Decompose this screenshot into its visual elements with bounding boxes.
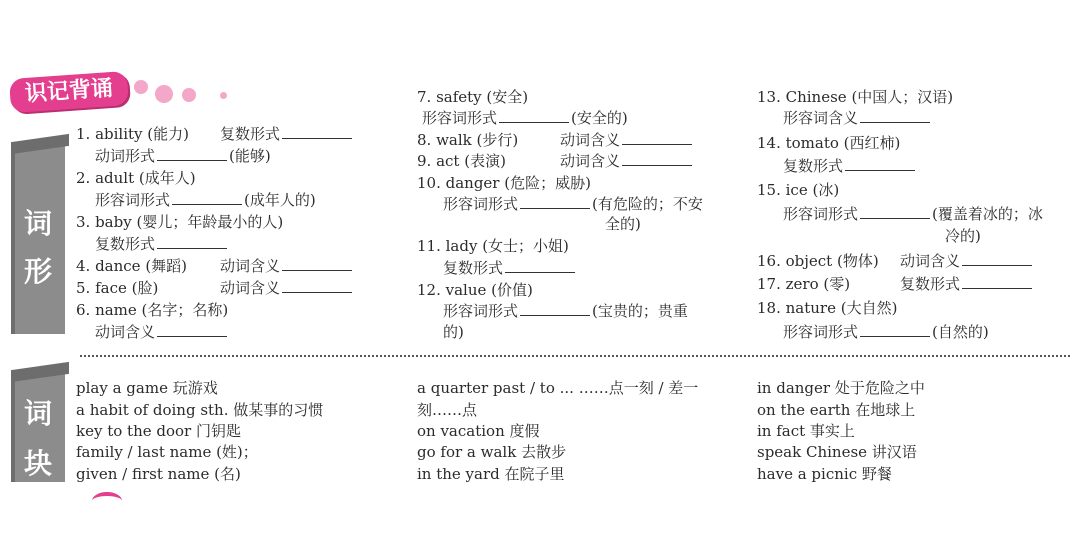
- word-task: 复数形式: [220, 124, 354, 145]
- answer-blank[interactable]: [622, 151, 692, 166]
- word-hint: 冷的): [945, 227, 981, 245]
- answer-blank[interactable]: [505, 258, 575, 273]
- word-entry: 9. act (表演): [417, 152, 506, 170]
- word-task: 形容词形式 (自然的): [783, 323, 989, 341]
- word-entry: 15. ice (冰): [757, 181, 840, 199]
- word-entry: 16. object (物体): [757, 252, 879, 270]
- tab-word-forms: [11, 142, 65, 334]
- word-task: 动词含义: [220, 256, 354, 277]
- phrase-item: on vacation 度假: [417, 422, 540, 440]
- word-entry: 12. value (价值): [417, 281, 533, 299]
- answer-blank[interactable]: [962, 251, 1032, 266]
- answer-blank[interactable]: [157, 146, 227, 161]
- word-entry: 6. name (名字；名称): [76, 301, 229, 319]
- answer-blank[interactable]: [962, 274, 1032, 289]
- word-hint: 的): [443, 323, 464, 341]
- word-task: 复数形式: [783, 156, 917, 177]
- word-task: 动词含义: [95, 322, 229, 343]
- phrase-item: a habit of doing sth. 做某事的习惯: [76, 401, 324, 419]
- word-entry: 8. walk (步行): [417, 131, 519, 149]
- tab-char: 块: [23, 447, 52, 480]
- word-task: 形容词形式 (成年人的): [95, 191, 316, 209]
- word-task: 形容词形式 (安全的): [422, 109, 628, 127]
- decor-dot: [220, 92, 227, 99]
- word-entry: 18. nature (大自然): [757, 299, 898, 317]
- tab-char: 形: [23, 255, 52, 288]
- answer-blank[interactable]: [860, 322, 930, 337]
- word-hint: 全的): [605, 215, 641, 233]
- section-divider: [80, 355, 1070, 357]
- tab-char: 词: [23, 397, 52, 430]
- phrase-item: a quarter past / to ... ……点一刻 / 差一: [417, 379, 699, 397]
- phrase-item: on the earth 在地球上: [757, 401, 916, 419]
- answer-blank[interactable]: [622, 130, 692, 145]
- answer-blank[interactable]: [520, 301, 590, 316]
- phrase-item: go for a walk 去散步: [417, 443, 567, 461]
- answer-blank[interactable]: [172, 190, 242, 205]
- answer-blank[interactable]: [282, 278, 352, 293]
- word-entry: 1. ability (能力): [76, 125, 189, 143]
- answer-blank[interactable]: [282, 256, 352, 271]
- decor-dot: [182, 88, 196, 102]
- word-task: 动词形式 (能够): [95, 147, 271, 165]
- phrase-item: play a game 玩游戏: [76, 379, 218, 397]
- tab-char: 词: [23, 207, 52, 240]
- phrase-item: in danger 处于危险之中: [757, 379, 925, 397]
- word-entry: 5. face (脸): [76, 279, 159, 297]
- word-entry: 13. Chinese (中国人；汉语): [757, 88, 954, 106]
- word-task: 动词含义: [220, 278, 354, 299]
- section-banner: 识记背诵: [9, 71, 129, 113]
- word-task: 形容词形式 (覆盖着冰的；冰: [783, 205, 1043, 223]
- answer-blank[interactable]: [157, 234, 227, 249]
- phrase-item: given / first name (名): [76, 465, 241, 483]
- word-entry: 14. tomato (西红柿): [757, 134, 901, 152]
- word-task: 动词含义: [900, 251, 1034, 272]
- phrase-item: in the yard 在院子里: [417, 465, 565, 483]
- word-entry: 3. baby (婴儿；年龄最小的人): [76, 213, 284, 231]
- answer-blank[interactable]: [157, 322, 227, 337]
- answer-blank[interactable]: [845, 156, 915, 171]
- word-entry: 10. danger (危险；威胁): [417, 174, 591, 192]
- phrase-item: family / last name (姓)；: [76, 443, 258, 461]
- word-entry: 11. lady (女士；小姐): [417, 237, 569, 255]
- phrase-item: have a picnic 野餐: [757, 465, 892, 483]
- phrase-item: key to the door 门钥匙: [76, 422, 241, 440]
- word-entry: 4. dance (舞蹈): [76, 257, 188, 275]
- answer-blank[interactable]: [282, 124, 352, 139]
- word-entry: 7. safety (安全): [417, 88, 529, 106]
- answer-blank[interactable]: [520, 194, 590, 209]
- answer-blank[interactable]: [860, 108, 930, 123]
- tab-phrases: [11, 370, 65, 482]
- decor-dot: [155, 85, 173, 103]
- word-task: 形容词形式 (有危险的；不安: [443, 195, 703, 213]
- phrase-item: in fact 事实上: [757, 422, 855, 440]
- answer-blank[interactable]: [499, 108, 569, 123]
- word-task: 动词含义: [560, 151, 694, 172]
- word-task: 形容词形式 (宝贵的；贵重: [443, 302, 688, 320]
- word-task: 形容词含义: [783, 108, 932, 129]
- decor-dot: [134, 80, 148, 94]
- word-task: 动词含义: [560, 130, 694, 151]
- answer-blank[interactable]: [860, 204, 930, 219]
- word-entry: 2. adult (成年人): [76, 169, 196, 187]
- word-task: 复数形式: [900, 274, 1034, 295]
- phrase-item: speak Chinese 讲汉语: [757, 443, 917, 461]
- phrase-item: 刻……点: [417, 401, 478, 419]
- decor-arc: [92, 492, 122, 510]
- word-entry: 17. zero (零): [757, 275, 851, 293]
- word-task: 复数形式: [95, 234, 229, 255]
- word-task: 复数形式: [443, 258, 577, 279]
